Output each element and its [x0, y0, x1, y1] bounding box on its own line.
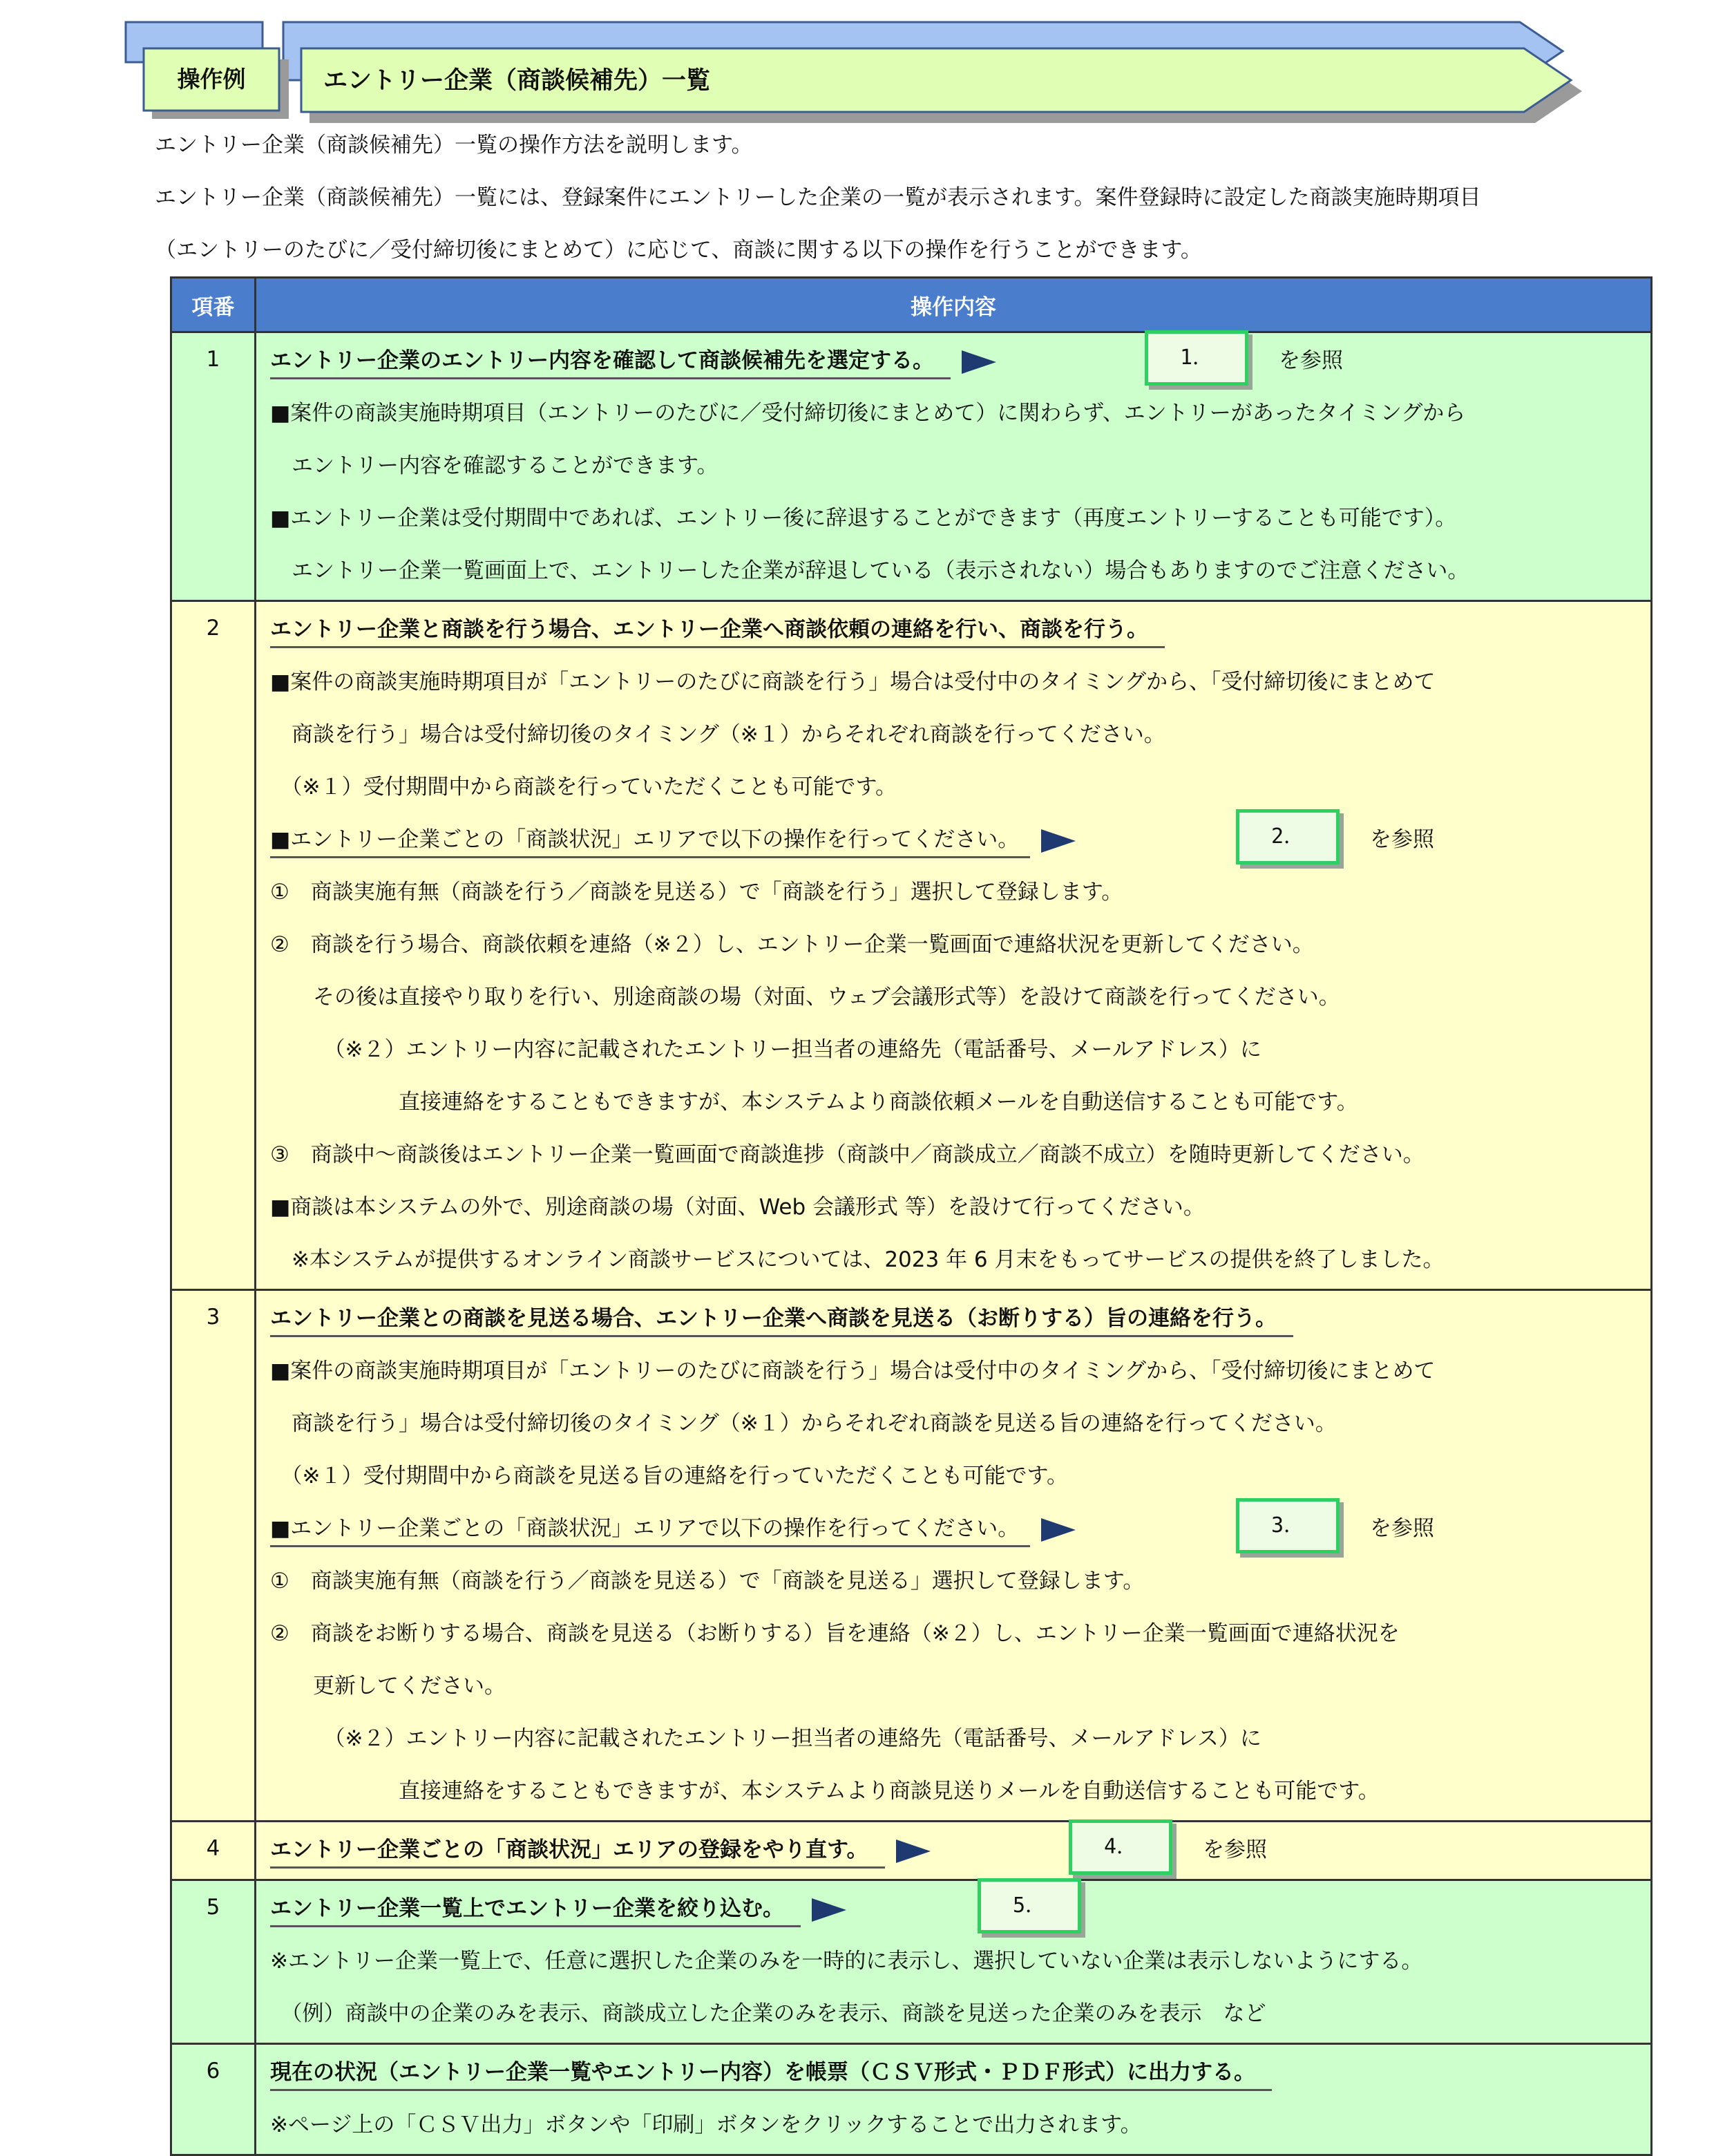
ref-suffix: を参照	[1370, 827, 1434, 852]
table-row	[171, 332, 1652, 601]
row-text: ① 商談実施有無（商談を行う／商談を見送る）で「商談を見送る」選択して登録します。	[270, 1569, 1145, 1594]
row-number-cell	[171, 601, 256, 1290]
row-content-cell	[256, 2044, 1652, 2155]
row-number-cell	[171, 1822, 256, 1880]
row-heading-line	[270, 1824, 1650, 1876]
row-text: 商談を行う」場合は受付締切後のタイミング（※１）からそれぞれ商談を見送る旨の連絡を行ってください。	[270, 1411, 1337, 1436]
row-number: 2	[206, 616, 220, 641]
ref-suffix: を参照	[1279, 348, 1343, 373]
row-content-cell	[256, 1880, 1652, 2044]
row-text: その後は直接やり取りを行い、別途商談の場（対面、ウェブ会議形式等）を設けて商談を行ってください。	[270, 985, 1340, 1010]
row-number: 1	[206, 347, 220, 372]
row-number-cell	[171, 2044, 256, 2155]
row-content-cell	[256, 1290, 1652, 1822]
arrow-right-icon	[962, 350, 996, 374]
row-content-cell	[256, 1822, 1652, 1880]
row-number: 5	[206, 1895, 220, 1920]
row-number: 3	[206, 1305, 220, 1330]
row-text: ■案件の商談実施時期項目（エントリーのたびに／受付締切後にまとめて）に関わらず、エントリーがあったタイミングから	[270, 401, 1466, 426]
row-text: ※エントリー企業一覧上で、任意に選択した企業のみを一時的に表示し、選択していない企業は表示しないようにする。	[270, 1949, 1423, 1974]
row-text: （※１）受付期間中から商談を見送る旨の連絡を行っていただくことも可能です。	[270, 1464, 1068, 1488]
row-text: ※本システムが提供するオンライン商談サービスについては、2023 年 6 月末をもってサービスの提供を終了しました。	[270, 1247, 1445, 1272]
row-text: ■商談は本システムの外で、別途商談の場（対面、Web 会議形式 等）を設けて行ってください。	[270, 1195, 1205, 1220]
row-text: （※２）エントリー内容に記載されたエントリー担当者の連絡先（電話番号、メールアドレス）に	[270, 1726, 1261, 1751]
row-text: エントリー企業一覧画面上で、エントリーした企業が辞退している（表示されない）場合もありますのでご注意ください。	[270, 558, 1469, 583]
row-text: 直接連絡をすることもできますが、本システムより商談依頼メールを自動送信することも可能です。	[270, 1090, 1358, 1115]
row-text: （※２）エントリー内容に記載されたエントリー担当者の連絡先（電話番号、メールアドレス）に	[270, 1037, 1261, 1062]
table-row	[171, 1880, 1652, 2044]
table-header	[171, 278, 1652, 332]
arrow-right-icon	[812, 1898, 846, 1922]
table-row	[171, 2044, 1652, 2155]
row-text: ※ページ上の「ＣＳＶ出力」ボタンや「印刷」ボタンをクリックすることで出力されます。	[270, 2112, 1142, 2137]
row-content-cell	[256, 332, 1652, 601]
row-content-cell	[256, 601, 1652, 1290]
ref-button-4[interactable]: 4．	[1069, 1819, 1172, 1875]
row-heading-line	[270, 603, 1650, 656]
row-number: 4	[206, 1836, 220, 1861]
row-text: ③ 商談中～商談後はエントリー企業一覧画面で商談進捗（商談中／商談成立／商談不成立）を随時更新してください。	[270, 1142, 1425, 1167]
row-text: エントリー内容を確認することができます。	[270, 453, 718, 478]
ref-button-3[interactable]: 3．	[1236, 1498, 1340, 1553]
intro-line-2: エントリー企業（商談候補先）一覧には、登録案件にエントリーした企業の一覧が表示されます。案件登録時に設定した商談実施時期項目	[155, 185, 1481, 210]
row-number-cell	[171, 1290, 256, 1822]
row-text: ■案件の商談実施時期項目が「エントリーのたびに商談を行う」場合は受付中のタイミングから、「受付締切後にまとめて	[270, 670, 1436, 694]
section-banner	[0, 0, 1714, 138]
row-text: ② 商談を行う場合、商談依頼を連絡（※２）し、エントリー企業一覧画面で連絡状況を更新してください。	[270, 932, 1314, 957]
row-text: ■案件の商談実施時期項目が「エントリーのたびに商談を行う」場合は受付中のタイミングから、「受付締切後にまとめて	[270, 1359, 1436, 1383]
row-heading-line	[270, 2046, 1650, 2099]
row-heading: エントリー企業一覧上でエントリー企業を絞り込む。	[270, 1892, 801, 1927]
row-number: 6	[206, 2059, 220, 2083]
row-subheading-line	[270, 1502, 1650, 1555]
table-row	[171, 1822, 1652, 1880]
banner-title: エントリー企業（商談候補先）一覧	[323, 67, 711, 95]
ref-suffix: を参照	[1203, 1837, 1267, 1862]
row-subheading-line	[270, 813, 1650, 866]
row-text: （例）商談中の企業のみを表示、商談成立した企業のみを表示、商談を見送った企業のみを表示 など	[270, 2001, 1266, 2026]
banner-label: 操作例	[177, 66, 246, 93]
arrow-right-icon	[1041, 829, 1076, 853]
row-text: 更新してください。	[270, 1674, 506, 1699]
row-text: 直接連絡をすることもできますが、本システムより商談見送りメールを自動送信することも可能です。	[270, 1779, 1380, 1804]
row-heading-line	[270, 1292, 1650, 1345]
row-number-cell	[171, 1880, 256, 2044]
row-text: （※１）受付期間中から商談を行っていただくことも可能です。	[270, 775, 897, 800]
table-row	[171, 1290, 1652, 1822]
row-number-cell	[171, 332, 256, 601]
arrow-right-icon	[1041, 1518, 1076, 1542]
row-heading: 現在の状況（エントリー企業一覧やエントリー内容）を帳票（ＣＳＶ形式・ＰＤＦ形式）に出力する。	[270, 2056, 1272, 2091]
row-text: ① 商談実施有無（商談を行う／商談を見送る）で「商談を行う」選択して登録します。	[270, 880, 1123, 905]
row-subheading: ■エントリー企業ごとの「商談状況」エリアで以下の操作を行ってください。	[270, 1512, 1030, 1547]
row-heading-line	[270, 1882, 1650, 1935]
row-heading: エントリー企業と商談を行う場合、エントリー企業へ商談依頼の連絡を行い、商談を行う。	[270, 613, 1165, 648]
arrow-right-icon	[896, 1840, 931, 1863]
row-text: ■エントリー企業は受付期間中であれば、エントリー後に辞退することができます（再度エントリーすることも可能です）。	[270, 506, 1457, 531]
row-text: 商談を行う」場合は受付締切後のタイミング（※１）からそれぞれ商談を行ってください。	[270, 722, 1165, 747]
ref-button-5[interactable]: 5．	[978, 1878, 1081, 1933]
intro-line-3: （エントリーのたびに／受付締切後にまとめて）に応じて、商談に関する以下の操作を行うことができます。	[155, 238, 1202, 263]
table-row	[171, 601, 1652, 1290]
row-heading: エントリー企業との商談を見送る場合、エントリー企業へ商談を見送る（お断りする）旨の連絡を行う。	[270, 1302, 1293, 1337]
ref-button-2[interactable]: 2．	[1236, 809, 1340, 864]
operations-table	[170, 276, 1653, 2156]
row-heading: エントリー企業のエントリー内容を確認して商談候補先を選定する。	[270, 344, 951, 379]
ref-button-1[interactable]: 1．	[1145, 330, 1248, 386]
intro-line-1: エントリー企業（商談候補先）一覧の操作方法を説明します。	[155, 133, 753, 158]
row-heading: エントリー企業ごとの「商談状況」エリアの登録をやり直す。	[270, 1833, 885, 1869]
header-number: 項番	[171, 278, 256, 332]
header-content: 操作内容	[256, 278, 1652, 332]
row-text: ② 商談をお断りする場合、商談を見送る（お断りする）旨を連絡（※２）し、エントリー企業一覧画面で連絡状況を	[270, 1621, 1400, 1646]
ref-suffix: を参照	[1370, 1516, 1434, 1541]
row-heading-line	[270, 334, 1650, 387]
row-subheading: ■エントリー企業ごとの「商談状況」エリアで以下の操作を行ってください。	[270, 823, 1030, 858]
